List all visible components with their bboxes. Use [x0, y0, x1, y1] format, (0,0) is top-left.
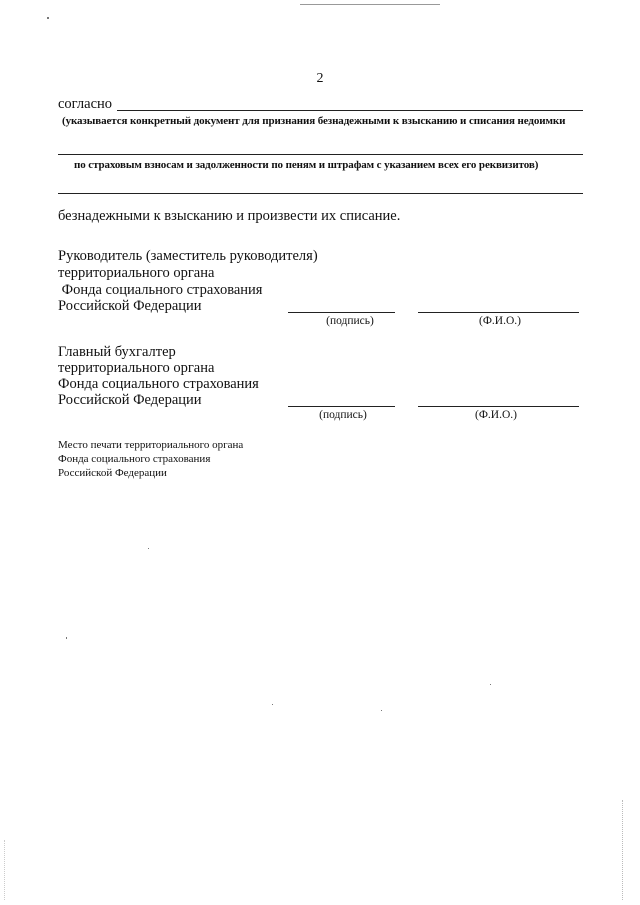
scan-speck — [272, 704, 273, 705]
scan-left-edge-marks — [4, 840, 6, 900]
head-signature-caption: (подпись) — [326, 315, 374, 327]
head-signature-line — [288, 312, 395, 313]
accountant-signature-line — [288, 406, 395, 407]
scan-top-edge — [300, 4, 440, 5]
page-number: 2 — [316, 71, 324, 86]
scan-speck — [47, 17, 49, 19]
stamp-place-line-2: Фонда социального страхования — [58, 453, 211, 465]
agreement-continuation: безнадежными к взысканию и произвести их списание. — [58, 208, 401, 224]
head-title-line-1: Руководитель (заместитель руководителя) — [58, 248, 318, 264]
head-title-line-4: Российской Федерации — [58, 298, 202, 314]
document-fill-line-3 — [58, 193, 583, 194]
head-title-line-2: территориального органа — [58, 265, 215, 281]
scan-speck — [490, 684, 491, 685]
head-name-line — [418, 312, 579, 313]
stamp-place-line-3: Российской Федерации — [58, 467, 167, 479]
accountant-name-caption: (Ф.И.О.) — [475, 409, 517, 421]
document-fill-line-2 — [58, 154, 583, 155]
head-name-caption: (Ф.И.О.) — [479, 315, 521, 327]
accountant-title-line-3: Фонда социального страхования — [58, 376, 259, 392]
scan-right-edge-marks — [622, 800, 624, 900]
head-title-line-3: Фонда социального страхования — [58, 282, 263, 298]
scan-speck — [381, 710, 382, 711]
document-hint-line-2: по страховым взносам и задолженности по пеням и штрафам с указанием всех его реквизитов) — [74, 159, 539, 171]
accountant-title-line-1: Главный бухгалтер — [58, 344, 176, 360]
scan-speck — [148, 548, 149, 549]
agreement-prefix: согласно — [58, 96, 113, 112]
accountant-title-line-4: Российской Федерации — [58, 392, 202, 408]
document-hint-line-1: (указывается конкретный документ для признания безнадежными к взысканию и списания недоимки — [62, 115, 566, 127]
scan-speck — [66, 637, 67, 639]
accountant-title-line-2: территориального органа — [58, 360, 215, 376]
accountant-signature-caption: (подпись) — [319, 409, 367, 421]
accountant-name-line — [418, 406, 579, 407]
document-fill-line-1 — [117, 110, 583, 111]
stamp-place-line-1: Место печати территориального органа — [58, 439, 244, 451]
